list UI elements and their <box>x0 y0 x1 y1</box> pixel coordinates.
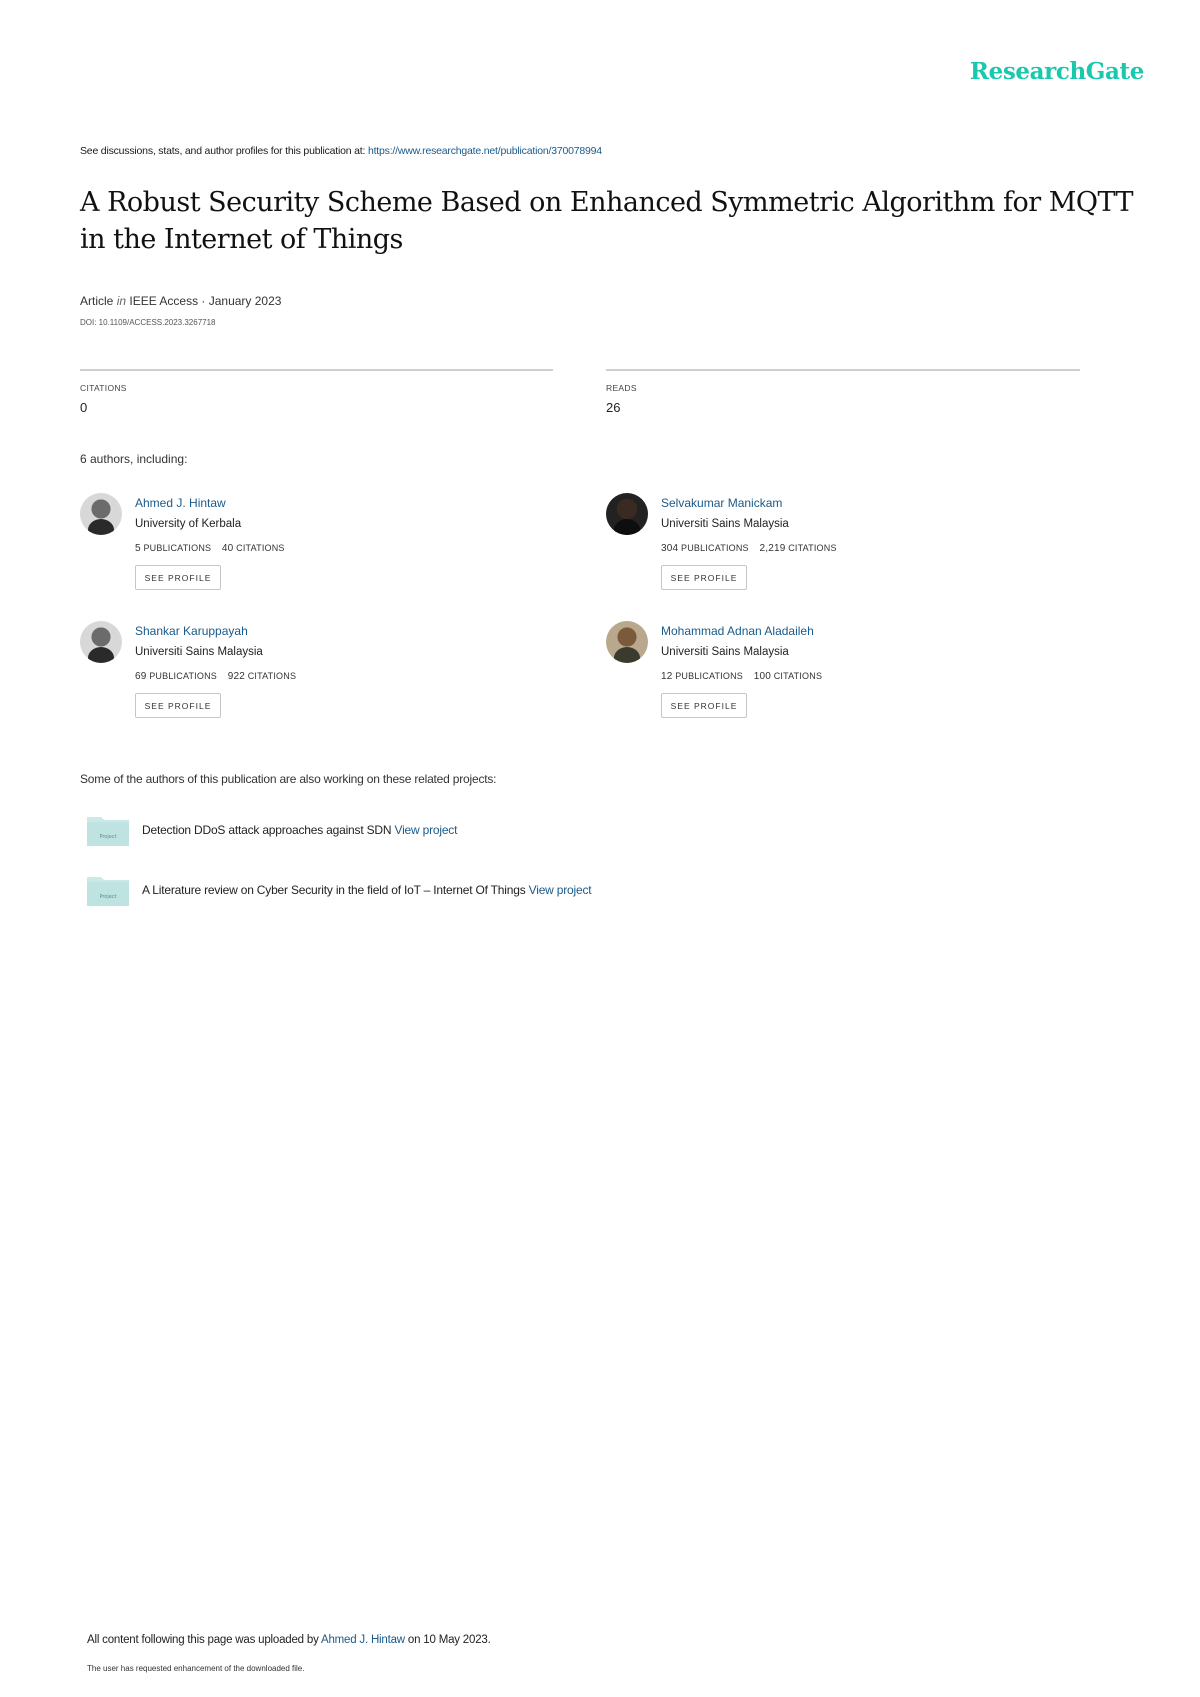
project-title-text: A Literature review on Cyber Security in the field of IoT – Internet Of Things <box>142 883 529 897</box>
title-line-1: A Robust Security Scheme Based on Enhanced Symmetric Algorithm for MQTT <box>80 187 1134 218</box>
author-stats <box>135 543 285 554</box>
uploader-link[interactable]: Ahmed J. Hintaw <box>320 1634 405 1646</box>
researchgate-logo[interactable]: ResearchGate <box>969 58 1144 85</box>
view-project-link[interactable]: View project <box>528 883 592 897</box>
reads-value: 26 <box>606 400 621 415</box>
meta-in: in <box>116 294 127 308</box>
avatar[interactable] <box>80 493 122 535</box>
related-projects-heading: Some of the authors of this publication are also working on these related projects: <box>80 772 497 786</box>
see-profile-button[interactable]: SEE PROFILE <box>661 693 747 718</box>
publications-label: PUBLICATIONS <box>143 543 212 553</box>
paper-title <box>80 184 1140 258</box>
author-institution: Universiti Sains Malaysia <box>135 646 263 658</box>
citations-label: CITATIONS <box>773 671 823 681</box>
author-name-link[interactable]: Selvakumar Manickam <box>661 496 783 510</box>
project-title <box>142 823 457 837</box>
reads-rule <box>606 369 1080 371</box>
publications-count: 12 <box>661 671 673 682</box>
folder-icon <box>86 813 130 847</box>
citations-label: CITATIONS <box>236 543 285 553</box>
upload-suffix: on 10 May 2023. <box>404 1634 491 1646</box>
publications-label: PUBLICATIONS <box>149 671 217 681</box>
doi: DOI: 10.1109/ACCESS.2023.3267718 <box>80 318 216 327</box>
citations-label: CITATIONS <box>788 543 837 553</box>
author-card <box>606 493 1046 603</box>
upload-notice <box>87 1634 491 1646</box>
see-profile-button[interactable]: SEE PROFILE <box>135 693 221 718</box>
venue-date: IEEE Access · January 2023 <box>129 294 282 308</box>
publication-url-link[interactable]: https://www.researchgate.net/publication/370078994 <box>367 145 602 157</box>
article-type: Article <box>80 294 114 308</box>
publication-url-line <box>80 145 602 157</box>
authors-heading: 6 authors, including: <box>80 452 188 466</box>
citations-value: 0 <box>80 400 88 415</box>
enhancement-note: The user has requested enhancement of the downloaded file. <box>87 1664 305 1673</box>
avatar[interactable] <box>80 621 122 663</box>
folder-label: Project <box>99 834 117 840</box>
project-title-text: Detection DDoS attack approaches against SDN <box>142 823 395 837</box>
author-name-link[interactable]: Shankar Karuppayah <box>135 624 248 638</box>
reads-label: READS <box>606 383 637 393</box>
publications-label: PUBLICATIONS <box>681 543 749 553</box>
author-name-link[interactable]: Ahmed J. Hintaw <box>135 496 226 510</box>
see-line-prefix: See discussions, stats, and author profiles for this publication at: <box>80 145 368 157</box>
publications-count: 69 <box>135 671 147 682</box>
folder-label: Project <box>99 894 117 900</box>
author-institution: University of Kerbala <box>135 518 242 530</box>
author-institution: Universiti Sains Malaysia <box>661 646 789 658</box>
publications-count: 5 <box>135 543 141 554</box>
author-institution: Universiti Sains Malaysia <box>661 518 789 530</box>
upload-prefix: All content following this page was uploaded by <box>87 1634 321 1646</box>
author-stats <box>661 543 837 554</box>
author-card <box>606 621 1046 731</box>
avatar[interactable] <box>606 621 648 663</box>
citations-rule <box>80 369 553 371</box>
project-item <box>86 813 986 849</box>
author-name-link[interactable]: Mohammad Adnan Aladaileh <box>661 624 814 638</box>
folder-icon <box>86 873 130 907</box>
project-item <box>86 873 986 909</box>
project-title <box>142 883 591 897</box>
title-line-2: in the Internet of Things <box>80 224 403 255</box>
publication-meta <box>80 294 281 308</box>
author-card <box>80 621 520 731</box>
citations-count: 40 <box>221 543 234 554</box>
publications-count: 304 <box>661 543 679 554</box>
citations-label: CITATIONS <box>247 671 297 681</box>
author-stats <box>135 671 296 682</box>
publications-label: PUBLICATIONS <box>675 671 743 681</box>
author-stats <box>661 671 822 682</box>
avatar[interactable] <box>606 493 648 535</box>
citations-count: 2,219 <box>759 543 786 554</box>
see-profile-button[interactable]: SEE PROFILE <box>661 565 747 590</box>
citations-count: 100 <box>753 671 771 682</box>
citations-label: CITATIONS <box>80 383 127 393</box>
see-profile-button[interactable]: SEE PROFILE <box>135 565 221 590</box>
author-card <box>80 493 520 603</box>
citations-count: 922 <box>227 671 245 682</box>
view-project-link[interactable]: View project <box>394 823 458 837</box>
